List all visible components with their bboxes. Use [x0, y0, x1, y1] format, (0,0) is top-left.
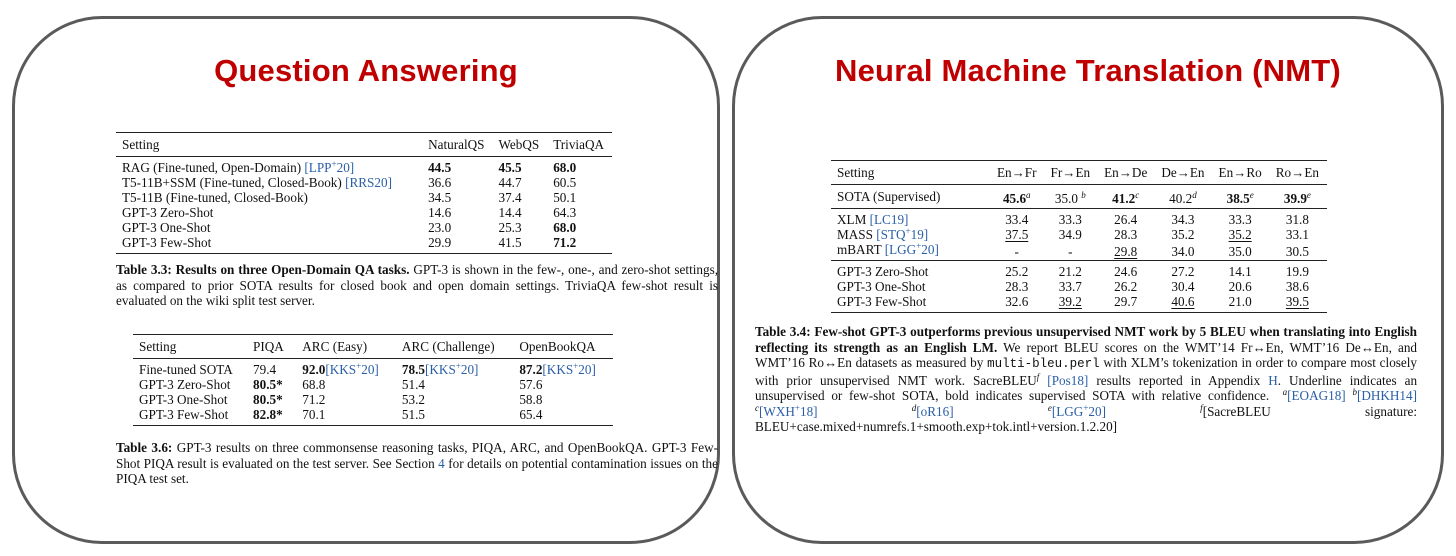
setting-cell: GPT-3 Zero-Shot [139, 377, 231, 392]
column-header: OpenBookQA [513, 335, 613, 359]
citation-link[interactable]: [WXH+18] [759, 402, 818, 419]
value-cell: 19.9 [1270, 261, 1327, 280]
value-cell: 92.0[KKS+20] [302, 361, 379, 377]
table-row [116, 190, 612, 205]
value-cell: 21.2 [1045, 261, 1099, 280]
value-cell: 51.4 [401, 377, 425, 392]
setting-cell: Fine-tuned SOTA [139, 362, 233, 377]
value-cell: 53.2 [401, 392, 425, 407]
value-cell: 41.5 [498, 235, 522, 250]
value-cell: 37.5 [1005, 227, 1029, 242]
column-header: WebQS [492, 133, 547, 157]
table-row [831, 261, 1327, 280]
column-header: Setting [116, 133, 422, 157]
value-cell: - [1068, 243, 1073, 259]
value-cell: 71.2 [553, 235, 577, 250]
citation-link[interactable]: [STQ+19] [876, 226, 929, 242]
setting-cell: RAG (Fine-tuned, Open-Domain) [LPP+20] [122, 159, 355, 175]
column-header: De→En [1155, 161, 1212, 185]
value-cell: 68.8 [302, 377, 326, 392]
value-cell: 26.2 [1114, 279, 1138, 294]
value-cell: 68.0 [553, 160, 577, 175]
value-cell: 39.5 [1285, 294, 1309, 309]
value-cell: 20.6 [1228, 279, 1252, 294]
value-cell: 23.0 [428, 220, 452, 235]
value-cell: 45.5 [498, 160, 522, 175]
value-cell: 35.2 [1228, 227, 1252, 242]
value-cell: 68.0 [553, 220, 577, 235]
value-cell: 34.5 [428, 190, 452, 205]
value-cell: 44.5 [428, 160, 452, 175]
table-row [831, 294, 1327, 313]
citation-link[interactable]: [KKS+20] [425, 361, 479, 377]
panel-title: Neural Machine Translation (NMT) [835, 53, 1341, 88]
table-3-6-caption: Table 3.6: GPT-3 results on three commonsense reasoning tasks, PIQA, ARC, and OpenBookQA. GPT-3 Few-Shot PIQA result is evaluated on the test server. See Section 4 for details on potential contamination issues on the PIQA test set. [116, 440, 719, 486]
column-header: NaturalQS [422, 133, 492, 157]
value-cell: 27.2 [1155, 261, 1212, 280]
table-row [116, 157, 612, 176]
column-header: Setting [133, 335, 247, 359]
value-cell: 33.3 [1213, 209, 1270, 228]
citation-link[interactable]: [oR16] [916, 403, 954, 419]
column-header: Fr→En [1045, 161, 1099, 185]
value-cell: 36.6 [428, 175, 452, 190]
value-cell: 82.8* [253, 407, 283, 422]
table-row [116, 175, 612, 190]
table-3-3-open-domain-qa [116, 132, 612, 254]
column-header: ARC (Challenge) [396, 335, 513, 359]
value-cell: 33.1 [1285, 227, 1309, 242]
setting-cell: GPT-3 Few-Shot [837, 294, 927, 309]
table-row [133, 392, 613, 407]
setting-cell: GPT-3 Zero-Shot [122, 205, 214, 220]
value-cell: 34.9 [1058, 227, 1082, 242]
setting-cell: MASS [STQ+19] [837, 226, 929, 242]
column-header: PIQA [247, 335, 296, 359]
value-cell: 30.5 [1285, 243, 1309, 259]
value-cell: 28.3 [1114, 227, 1138, 242]
table-header-row [831, 161, 1327, 185]
citation-link[interactable]: [LC19] [869, 212, 909, 227]
table-row [133, 359, 613, 378]
table-row [133, 407, 613, 426]
citation-link[interactable]: [KKS+20] [325, 361, 379, 377]
column-header: ARC (Easy) [296, 335, 396, 359]
setting-cell: GPT-3 Few-Shot [139, 407, 229, 422]
setting-cell: mBART [LGG+20] [837, 241, 939, 257]
setting-cell: T5-11B (Fine-tuned, Closed-Book) [122, 190, 308, 205]
value-cell: 50.1 [553, 190, 577, 205]
table-header-row [133, 335, 613, 359]
citation-link[interactable]: [LPP+20] [304, 159, 355, 175]
value-cell: 65.4 [519, 407, 543, 422]
setting-cell: T5-11B+SSM (Fine-tuned, Closed-Book) [RRS20] [122, 175, 392, 190]
value-cell: 80.5* [253, 377, 283, 392]
table-3-6-commonsense-reasoning [133, 334, 613, 426]
table-row [831, 227, 1327, 242]
citation-link[interactable]: [KKS+20] [542, 361, 596, 377]
column-header: En→De [1098, 161, 1155, 185]
value-cell: 31.8 [1270, 209, 1327, 228]
value-cell: 38.6 [1285, 279, 1309, 294]
column-header: TriviaQA [547, 133, 612, 157]
value-cell: 33.4 [991, 209, 1045, 228]
setting-cell: GPT-3 One-Shot [122, 220, 211, 235]
value-cell: 29.7 [1114, 294, 1138, 309]
nmt-panel [732, 16, 1444, 544]
citation-link[interactable]: [LGG+20] [884, 241, 939, 257]
value-cell: 14.1 [1213, 261, 1270, 280]
value-cell: 14.6 [428, 205, 452, 220]
value-cell: 33.3 [1045, 209, 1099, 228]
value-cell: 64.3 [553, 205, 577, 220]
value-cell: - [1014, 243, 1019, 259]
column-header: En→Fr [991, 161, 1045, 185]
table-row [831, 242, 1327, 261]
citation-link[interactable]: [RRS20] [345, 175, 392, 190]
value-cell: 79.4 [253, 362, 277, 377]
value-cell: 35.2 [1171, 227, 1195, 242]
table-row-sota [831, 185, 1327, 209]
table-row [133, 377, 613, 392]
value-cell: 40.2$^d$ [1169, 189, 1197, 206]
table-3-4-caption: Table 3.4: Few-shot GPT-3 outperforms previous unsupervised NMT work by 5 BLEU when translating into English reflecting its strength as an English LM. We report BLEU scores on the WMT’14 Fr↔En, WMT’16 De↔En, and WMT’16 Ro↔En datasets as measured by multi-bleu.perl with XLM’s tokenization in order to compare most closely with prior unsupervised NMT work. SacreBLEU$^f$ [Pos18] results reported in Appendix H. Underline indicates an unsupervised or few-shot SOTA, bold indicates supervised SOTA with relative confidence. $^a$[EOAG18] $^b$[DHKH14] $^c$[WXH+18] $^d$[oR16] $^e$[LGG+20] $^f$[SacreBLEU signature: BLEU+case.mixed+numrefs.1+smooth.exp+tok.intl+version.1.2.20] [755, 324, 1418, 434]
value-cell: 70.1 [302, 407, 326, 422]
value-cell: 39.9e [1283, 189, 1311, 206]
value-cell: 71.2 [302, 392, 326, 407]
column-header: En→Ro [1213, 161, 1270, 185]
value-cell: 34.3 [1155, 209, 1212, 228]
setting-cell: GPT-3 Zero-Shot [831, 261, 991, 280]
value-cell: 40.6 [1171, 294, 1195, 309]
value-cell: 35.0 [1228, 243, 1252, 259]
value-cell: 45.6$^a$ [1002, 189, 1031, 206]
table-row [116, 235, 612, 254]
value-cell: 58.8 [519, 392, 543, 407]
value-cell: 14.4 [498, 205, 522, 220]
value-cell: 29.9 [428, 235, 452, 250]
table-3-3-caption: Table 3.3: Results on three Open-Domain QA tasks. GPT-3 is shown in the few-, one-, and zero-shot settings, as compared to prior SOTA results for closed book and open domain settings. TriviaQA few-shot result is evaluated on the wiki split test server. [116, 262, 719, 308]
setting-cell: GPT-3 Few-Shot [122, 235, 212, 250]
value-cell: 32.6 [1005, 294, 1029, 309]
setting-cell: SOTA (Supervised) [837, 189, 941, 204]
value-cell: 78.5[KKS+20] [401, 361, 479, 377]
column-header: Ro→En [1270, 161, 1327, 185]
table-row [116, 205, 612, 220]
value-cell: 34.0 [1171, 243, 1195, 259]
value-cell: 28.3 [1005, 279, 1029, 294]
value-cell: 26.4 [1098, 209, 1155, 228]
value-cell: 38.5e [1226, 189, 1254, 206]
citation-link[interactable]: [EOAG18] [1287, 388, 1346, 403]
table-row [116, 220, 612, 235]
value-cell: 30.4 [1171, 279, 1195, 294]
table-3-4-nmt-bleu [831, 160, 1327, 313]
column-header: Setting [831, 161, 991, 185]
value-cell: 29.8 [1114, 243, 1138, 259]
citation-link[interactable]: [LGG+20] [1051, 402, 1106, 419]
value-cell: 60.5 [553, 175, 577, 190]
value-cell: 39.2 [1058, 294, 1082, 309]
table-row [831, 279, 1327, 294]
panel-title: Question Answering [214, 53, 518, 88]
setting-cell: GPT-3 One-Shot [837, 279, 926, 294]
value-cell: 57.6 [519, 377, 543, 392]
value-cell: 37.4 [498, 190, 522, 205]
value-cell: 51.5 [401, 407, 425, 422]
value-cell: 41.2$^c$ [1112, 189, 1140, 206]
value-cell: 80.5* [253, 392, 283, 407]
table-row [831, 209, 1327, 228]
question-answering-panel [12, 16, 720, 544]
value-cell: 35.0 $^b$ [1054, 189, 1086, 206]
value-cell: 21.0 [1228, 294, 1252, 309]
setting-cell: GPT-3 One-Shot [139, 392, 228, 407]
value-cell: 33.7 [1058, 279, 1082, 294]
value-cell: 24.6 [1098, 261, 1155, 280]
appendix-link[interactable]: H [1268, 372, 1278, 388]
section-link[interactable]: 4 [438, 455, 445, 471]
value-cell: 87.2[KKS+20] [519, 361, 596, 377]
citation-link[interactable]: [Pos18] [1047, 372, 1089, 388]
value-cell: 25.2 [991, 261, 1045, 280]
table-header-row [116, 133, 612, 157]
value-cell: 25.3 [498, 220, 522, 235]
setting-cell: XLM [LC19] [831, 209, 991, 228]
value-cell: 44.7 [498, 175, 522, 190]
citation-link[interactable]: [DHKH14] [1356, 388, 1418, 403]
